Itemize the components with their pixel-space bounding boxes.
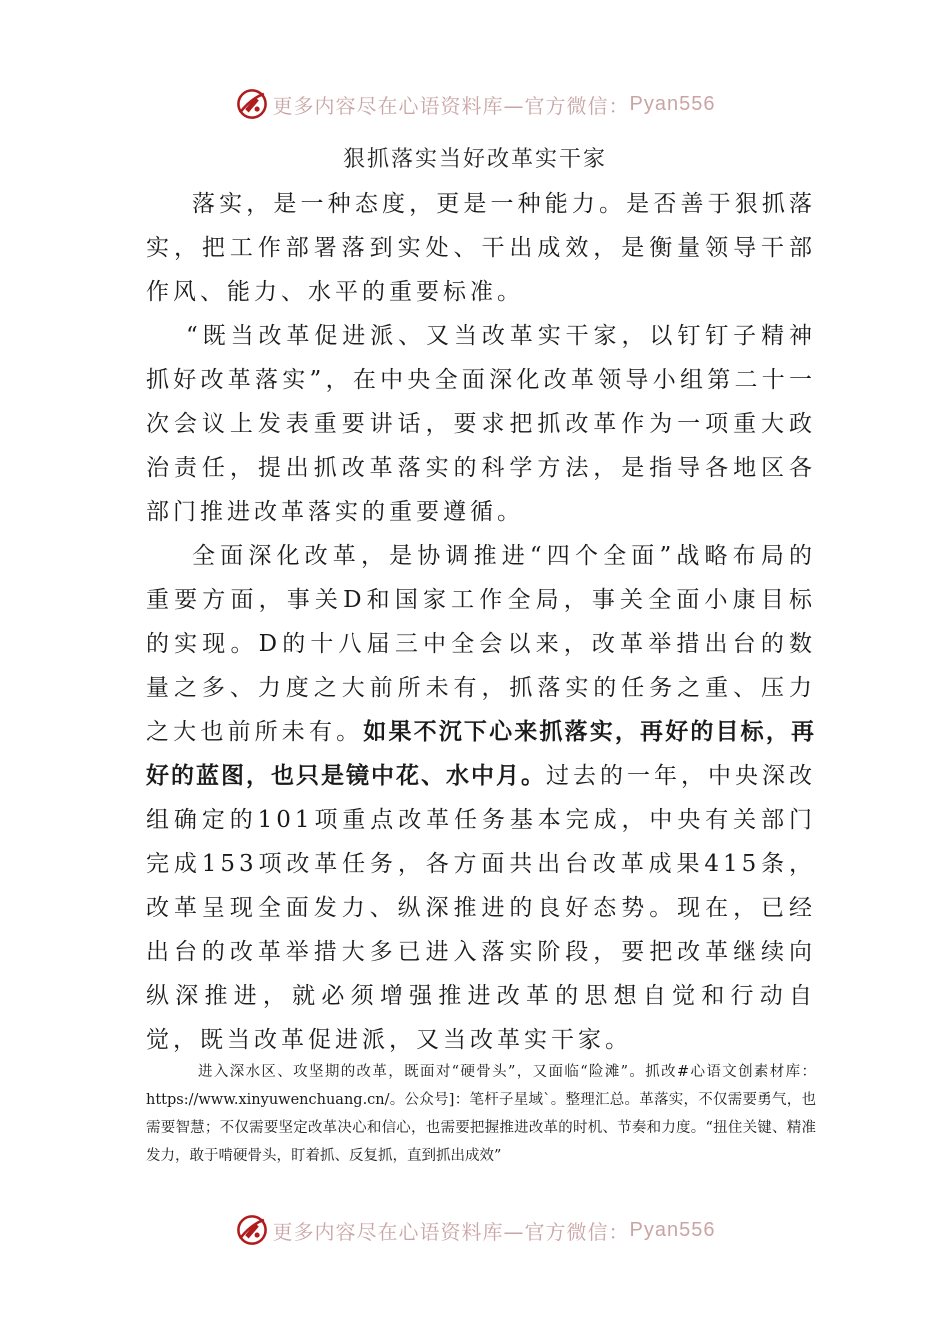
header-banner xyxy=(0,82,950,126)
paragraph-3 xyxy=(146,534,816,1062)
small-print-section xyxy=(146,1058,816,1170)
banner-handle: Pyan556 xyxy=(629,1218,716,1241)
paragraph-2: “既当改革促进派、又当改革实干家，以钉钉子精神抓好改革落实”，在中央全面深化改革领导小组第二十一次会议上发表重要讲话，要求把抓改革作为一项重大政治责任，提出抓改革落实的科学方法，是指导各地区各部门推进改革落实的重要遵循。 xyxy=(146,323,816,525)
logo-icon xyxy=(235,1213,269,1247)
paragraph-4: 进入深水区、攻坚期的改革，既面对“硬骨头”，又面临“险滩”。抓改#心语文创素材库：https://www.xinyuwenchuang.cn/。公众号]：笔杆子星域`。整理汇总。革落实，不仅需要勇气，也需要智慧；不仅需要坚定改革决心和信心，也需要把握推进改革的时机、节奏和力度。“扭住关键、精准发力，敢于啃硬骨头，盯着抓、反复抓，直到抓出成效” xyxy=(146,1064,816,1164)
footer-banner xyxy=(0,1208,950,1252)
paragraph-1: 落实，是一种态度，更是一种能力。是否善于狠抓落实，把工作部署落到实处、干出成效，是衡量领导干部作风、能力、水平的重要标准。 xyxy=(146,191,816,305)
banner-handle: Pyan556 xyxy=(629,92,716,115)
paragraph-3-part-a: 全面深化改革，是协调推进“四个全面”战略布局的重要方面，事关D和国家工作全局，事关全面小康目标的实现。D的十八届三中全会以来，改革举措出台的数量之多、力度之大前所未有，抓落实的任务之重、压力之大也前所未有。 xyxy=(146,543,816,745)
paragraph-3-part-b: 过去的一年，中央深改组确定的101项重点改革任务基本完成，中央有关部门完成153项改革任务，各方面共出台改革成果415条，改革呈现全面发力、纵深推进的良好态势。现在，已经出台的改革举措大多已进入落实阶段，要把改革继续向纵深推进，就必须增强推进改革的思想自觉和行动自觉，既当改革促进派，又当改革实干家。 xyxy=(146,763,816,1053)
banner-text: 更多内容尽在心语资料库—官方微信： xyxy=(272,1219,630,1244)
document-body xyxy=(146,182,816,1062)
logo-icon xyxy=(235,87,269,121)
banner-text: 更多内容尽在心语资料库—官方微信： xyxy=(272,93,630,118)
document-title: 狠抓落实当好改革实干家 xyxy=(342,147,607,172)
paragraph-3-bold: 如果不沉下心来抓落实，再好的目标，再好的蓝图，也只是镜中花、水中月。 xyxy=(146,719,817,789)
